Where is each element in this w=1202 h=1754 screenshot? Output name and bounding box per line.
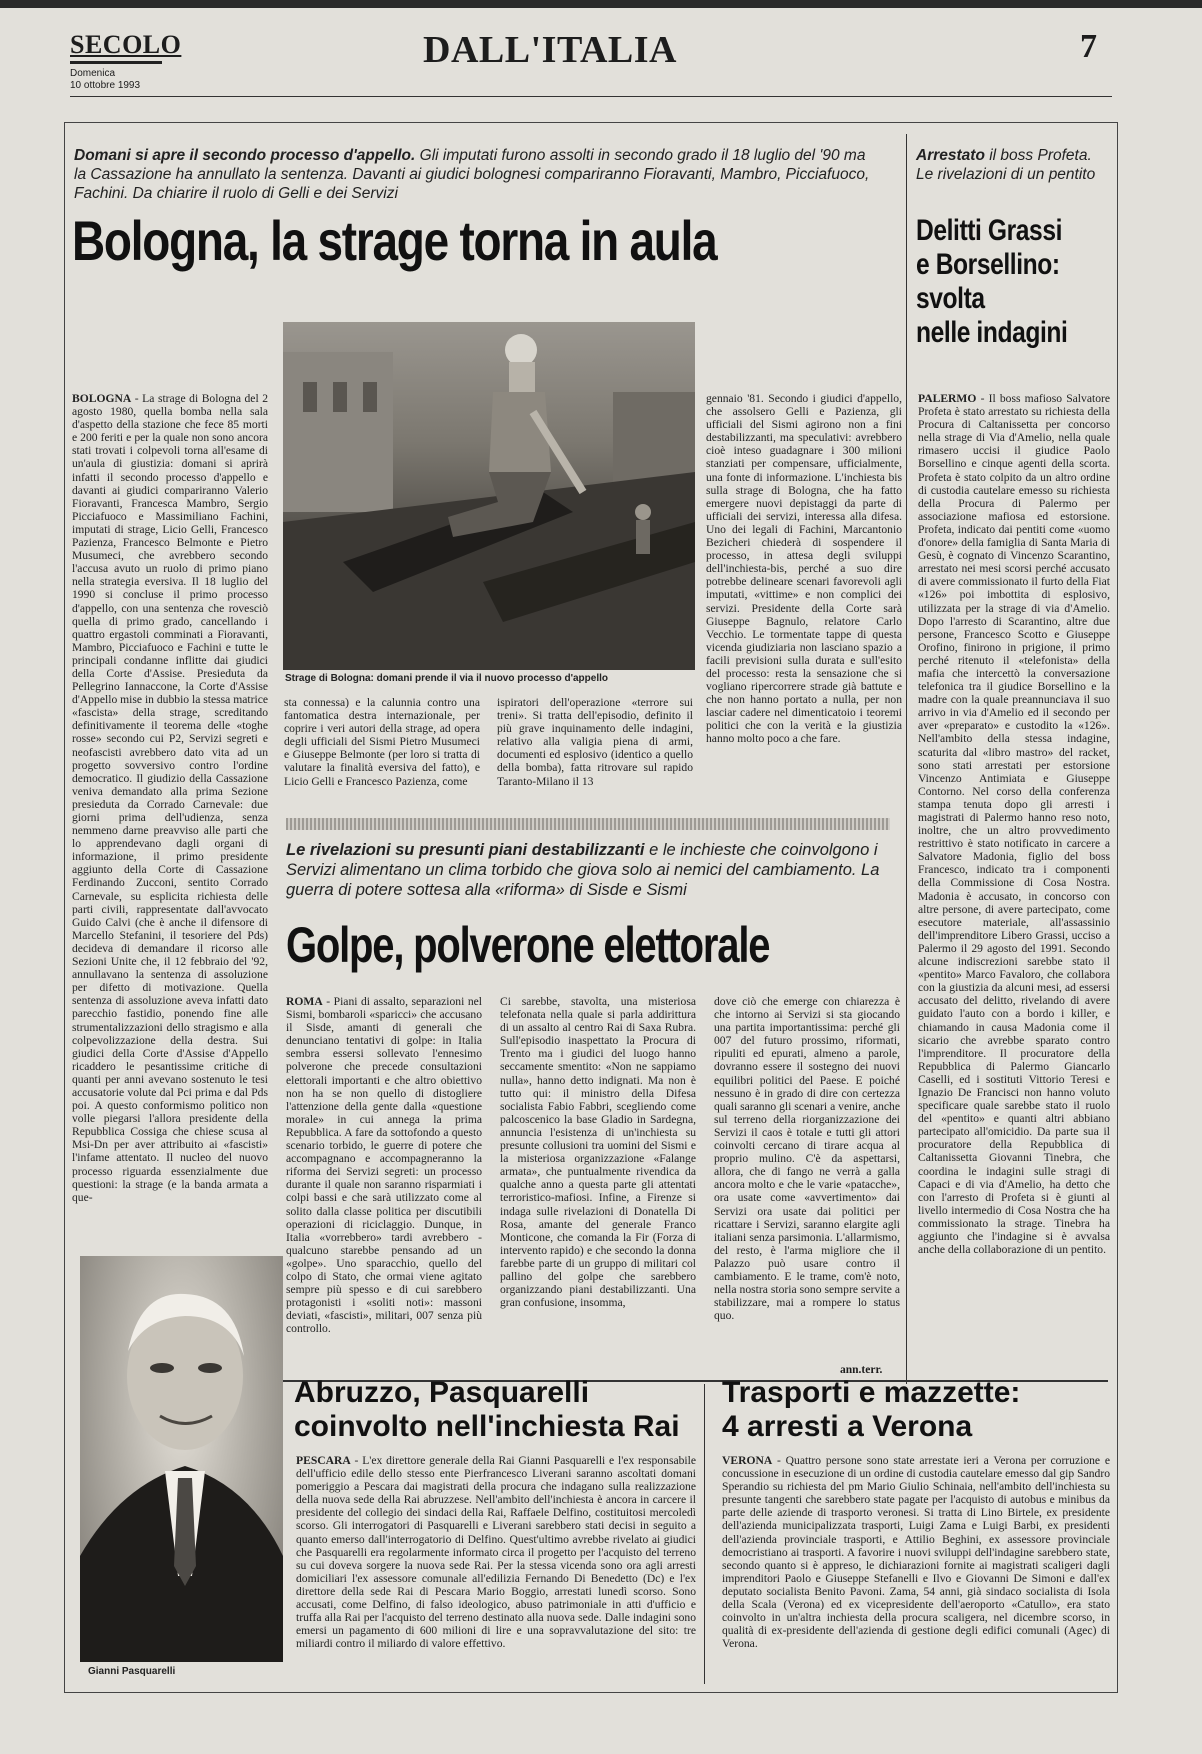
- paper-name: SECOLO: [70, 30, 182, 59]
- issue-date: 10 ottobre 1993: [70, 80, 141, 91]
- mafia-headline-line: svolta: [916, 282, 985, 315]
- paper-name-rule: [70, 61, 162, 64]
- building-window: [303, 382, 317, 412]
- issue-day: Domenica: [70, 68, 116, 79]
- lower-divider: [704, 1384, 705, 1684]
- bologna-photo: [283, 322, 695, 670]
- pasquarelli-photo: [80, 1256, 283, 1662]
- mafia-kicker-text: il boss Profeta. Le rivelazioni di un pentito: [916, 147, 1096, 183]
- bologna-column-1: [72, 392, 268, 1260]
- masthead-rule: [70, 96, 1112, 97]
- golpe-dateline: ROMA: [286, 995, 323, 1008]
- tie: [174, 1478, 196, 1586]
- mafia-body-text: - Il boss mafioso Salvatore Profeta è stato arrestato su richiesta della Procura di Caltanissetta per concorso nella strage di Via d'Amelio, nella quale rimasero uccisi il giudice Paolo Borsellino e cinque agenti della scorta. Profeta è stato colpito da un altro ordine di custodia cautelare emesso su richiesta della Procura di Palermo per associazione mafiosa ed estorsione. Profeta, indicato dai pentiti come «uomo d'onore» della famiglia di Santa Maria di Gesù, è cognato di Vincenzo Scarantino, arrestato nei mesi scorsi perché accusato di avere commissionato il furto della Fiat «126» poi imbottita di esplosivo, utilizzata per la strage di via d'Amelio. Dopo l'arresto di Scarantino, altre due persone, Francesco Scotto e Giuseppe Orofino, finirono in prigione, il primo perché ritenuto il «telefonista» della mafia che intercettò la conversazione telefonica tra il giudice Borsellino e la madre con la quale preannunciava il suo arrivo in via d'Amelio ed il secondo per aver «preparato» e custodito la «126». Nell'ambito della stessa indagine, scaturita dal «libro mastro» del racket, sono stati arrestati per estorsione Vincenzo Antimiata e Giuseppe Contorno. Nel corso della conferenza stampa tenuta dopo gli arresti i magistrati di Palermo hanno reso noto, inoltre, che un altro provvedimento restrittivo è stato notificato in carcere a Salvatore Madonia, figlio del boss Francesco, indicato tra i componenti della Commissione di Cosa Nostra. Madonia è accusato, in concorso con altre persone, di avere partecipato, come esecutore materiale, all'assassinio dell'imprenditore Libero Grassi, ucciso a Palermo il 29 agosto del 1991. Secondo alcune indiscrezioni sarebbe stato il «pentito» Marco Favaloro, che collabora con la giustizia da alcuni mesi, ad essersi accusato del delitto, rivelando di avere guidato l'auto con a bordo i killer, e chiamando in causa Madonia come il sicario che avrebbe sparato contro l'imprenditore. Il procuratore della Repubblica di Palermo Giancarlo Caselli, ed i sostituti Vittorio Teresi e Ignazio De Francisci non hanno voluto specificare quale sarebbe stato il ruolo del «pentito» e quanti altri abbiano partecipato all'omicidio. Da parte sua il procuratore della Repubblica di Caltanissetta Giovanni Tinebra, che coordina le indagini sulle stragi di Capaci e di via d'Amelio, ha detto che con l'arresto di Profeta si è giunti al livello intermedio di Cosa Nostra che ha commissionato la strage. Tinebra ha aggiunto che l'indagine si è avvalsa anche della collaborazione di un pentito.: [918, 392, 1110, 1257]
- verona-headline: [722, 1376, 1118, 1444]
- golpe-column-2: Ci sarebbe, stavolta, una misteriosa telefonata nella quale si parla addirittura di un assalto al centro Rai di Saxa Rubra. Sull'episodio inaspettato la Procura di Trento ma i giudici del luogo hanno seccamente smentito: «Non ne sappiamo nulla», hanno detto indignati. Ma non è tutto qui: il ministro della Difesa socialista Fabio Fabbri, scegliendo come palcoscenico la base Gladio in Sardegna, annuncia l'esistenza di un'inchiesta su presunte collusioni tra uomini del Sismi e la misteriosa organizzazione «Falange armata», che puntualmente rivendica da qualche anno a questa parte gli attentati terroristico-mafiosi. Infine, a Firenze si indaga sulle rivelazioni di Donatella Di Rosa, amante del generale Franco Monticone, che comanda la Fir (Forza di intervento rapido) e che secondo la donna farebbe parte di un gruppo di militari col pallino del golpe che sarebbero organizzando piani destabilizzanti. Una gran confusione, insomma,: [500, 995, 696, 1310]
- rai-headline: [294, 1376, 698, 1444]
- mafia-headline-line: Delitti Grassi: [916, 214, 1063, 247]
- rai-headline-line-1: Abruzzo, Pasquarelli: [294, 1376, 590, 1409]
- mafia-headline: [916, 214, 1116, 350]
- building-window: [333, 382, 347, 412]
- golpe-tint-bar: [286, 818, 890, 830]
- bologna-kicker: [74, 146, 874, 203]
- verona-dateline: VERONA: [722, 1454, 773, 1467]
- mafia-headline-line: e Borsellino:: [916, 248, 1060, 281]
- bologna-headline: Bologna, la strage torna in aula: [72, 209, 717, 272]
- verona-body-text: - Quattro persone sono state arrestate ieri a Verona per corruzione e concussione in esecuzione di un ordine di custodia cautelare emesso dal gip Sandro Sperandio su richiesta del pm Mario Giulio Schinaia, nell'ambito dell'inchiesta su presunte tangenti che sarebbero state pagate per l'acquisto di autobus e minibus da parte delle aziende di trasporto veronesi. Si tratta di Lino Birtele, ex presidente dell'azienda municipalizzata trasporti, Luigi Zama e Luigi Barbi, ex presidenti dell'azienda provinciale trasporti, e Attilio Beghini, ex assessore provinciale democristiano ai trasporti. A favorire i nuovi sviluppi dell'indagine sarebbero state, secondo quanto si è appreso, le dichiarazioni fornite ai magistrati scaligeri dagli imprenditori Paolo e Giuseppe Stefanelli e Ilvo e Giovanni De Simoni e dall'ex deputato socialista Benito Pavoni. Zama, 54 anni, già sindaco socialista di Isola della Scala (Verona) ed ex vicepresidente dell'aeroporto «Catullo», era stato coinvolto in un'altra inchiesta della procura scaligera, nel dicembre scorso, in qualità di ex-presidente dell'azienda di gestione degli edifici comunali (Agec) di Verona.: [722, 1454, 1110, 1651]
- golpe-signature: ann.terr.: [840, 1364, 883, 1376]
- building-window: [363, 382, 377, 412]
- helmet: [505, 334, 537, 366]
- pasquarelli-photo-caption: Gianni Pasquarelli: [88, 1666, 176, 1677]
- verona-body: [722, 1454, 1110, 1686]
- eye: [198, 1363, 222, 1373]
- golpe-kicker-text: e le inchieste che coinvolgono i Servizi alimentano un clima torbido che giova solo ai nemici del cambiamento. La guerra di potere sottesa alla «riforma» di Sisde e Sismi: [286, 841, 880, 899]
- mafia-kicker: [916, 146, 1096, 184]
- section-title: DALL'ITALIA: [423, 29, 677, 71]
- golpe-column-3: dove ciò che emerge con chiarezza è che intorno ai Servizi si sta giocando una partita importantissima: perché gli 007 del futuro prossimo, riformati, ripuliti ed epurati, almeno a parole, dovranno essere il sostegno dei nuovi equilibri politici del Paese. E poiché nessuno è in grado di dire con certezza quali saranno gli scenari a venire, anche sul terreno della riorganizzazione dei Servizi il caos è totale e tutti gli attori coinvolti cercano di tirare acqua al proprio mulino. C'è da aspettarsi, allora, che di fango ne verrà a galla ancora molto e che le varie «patacche», ora usate come «avvertimento» dai Servizi ora usate dai politici per ricattare i Servizi, saranno elargite agli italiani senza parsimonia. L'allarmismo, del resto, è l'arma migliore che il Palazzo può usare contro il cambiamento. E le trame, com'è noto, nella nostra storia sono sempre servite a stabilizzare, mai a rompere lo status quo.: [714, 995, 900, 1323]
- portrait-illustration: [80, 1256, 283, 1662]
- mafia-body: [918, 392, 1110, 1378]
- bologna-column-2: sta connessa) e la calunnia contro una fantomatica destra internazionale, per coprire i veri autori della strage, ad opera degli ufficiali del Sismi Pietro Musumeci e Giuseppe Belmonte (per loro si tratta di valutare la finalità eversiva del fatto), e Licio Gelli e Francesco Pazienza, come: [284, 696, 480, 788]
- bystander: [635, 504, 651, 520]
- station-building: [283, 352, 393, 512]
- scan-edge: [0, 0, 1202, 8]
- mafia-kicker-lead: Arrestato: [916, 147, 985, 164]
- eye: [150, 1363, 174, 1373]
- bologna-dateline: BOLOGNA: [72, 392, 132, 405]
- bystander-body: [636, 520, 650, 554]
- rai-headline-line-2: coinvolto nell'inchiesta Rai: [294, 1410, 680, 1443]
- verona-headline-line-1: Trasporti e mazzette:: [722, 1376, 1021, 1409]
- bologna-column-4: gennaio '81. Secondo i giudici d'appello, che assolsero Gelli e Pazienza, gli ufficiali del Sismi agirono non a fini destabilizzanti, ma speculativi: avrebbero cioè inteso guadagnare i 300 milioni stanziati per compensare, ufficialmente, una fonte di informazione. L'inchiesta bis sulla strage di Bologna, che ha fatto emergere nuovi depistaggi da parte di ufficiali dei servizi, interessa alla difesa. Uno dei legali di Fachini, Marcantonio Bezicheri chiederà di sospendere il processo, in attesa degli sviluppi dell'inchiesta-bis, perché a suo dire potrebbe delineare scenari favorevoli agli imputati, «vittime» e non complici dei servizi. Presidente della Corte sarà Giuseppe Bagnulo, relatore Carlo Vecchio. Le tormentate tappe di questa vicenda giudiziaria non lasciano spazio a facili previsioni sulla durata e sull'esito del processo: resta la sensazione che si vogliano ripercorrere strade già battute e che non hanno portato a nulla, per non lasciar cadere nel dimenticatoio i teoremi politici che con la verità e la giustizia hanno molto poco a che fare.: [706, 392, 902, 746]
- rai-body: [296, 1454, 696, 1686]
- golpe-column-1-text: - Piani di assalto, separazioni nel Sismi, bombaroli «sparicci» che accusano il Sisde, amanti di generali che denunciano tentativi di golpe: in Italia sembra essersi sollevato l'ennesimo polverone che precede consultazioni elettorali importanti e che altro obiettivo non ha se non quello di distogliere l'attenzione della gente dalla «questione morale» in cui annega la prima Repubblica. A fare da sottofondo a questo scenario torbido, le guerre di potere che accompagnano e accompagneranno la riforma dei Servizi segreti: un processo durante il quale non saranno risparmiati i colpi bassi e che sarà utilizzato come al solito dalla classe politica per discutibili operazioni di riciclaggio. Dunque, in Italia «vorrebbero» tardi avrebbero - qualcuno starebbe pensando ad un «golpe». Uno sparacchio, quello del colpo di Stato, che ormai viene agitato sempre più spesso e di cui sarebbero protagonisti i «soliti noti»: massoni deviati, «fascisti», militari, 007 senza più controllo.: [286, 995, 482, 1336]
- golpe-kicker-lead: Le rivelazioni su presunti piani destabilizzanti: [286, 841, 645, 859]
- golpe-column-1: [286, 995, 482, 1389]
- golpe-kicker: [286, 840, 906, 900]
- bologna-kicker-lead: Domani si apre il secondo processo d'appello.: [74, 147, 416, 164]
- column-divider-right: [906, 134, 907, 1384]
- bologna-column-3: ispiratori dell'operazione «terrore sui treni». Si tratta dell'episodio, definito il più grave inquinamento delle indagini, relativo alla valigia piena di armi, documenti ed esplosivo (identico a quello della bomba), fatta ritrovare sul rapido Taranto-Milano il 13: [497, 696, 693, 788]
- verona-headline-line-2: 4 arresti a Verona: [722, 1410, 973, 1443]
- rescue-worker-illustration: [283, 322, 695, 670]
- bologna-photo-caption: Strage di Bologna: domani prende il via il nuovo processo d'appello: [285, 673, 608, 684]
- rai-dateline: PESCARA: [296, 1454, 351, 1467]
- worker-head: [509, 362, 535, 392]
- mafia-headline-line: nelle indagini: [916, 316, 1068, 349]
- mafia-dateline: PALERMO: [918, 392, 977, 405]
- golpe-headline: Golpe, polverone elettorale: [286, 917, 770, 973]
- page-number: 7: [1080, 28, 1097, 65]
- rai-body-text: - L'ex direttore generale della Rai Gianni Pasquarelli e l'ex responsabile dell'ufficio edile dello stesso ente Pierfrancesco Liverani saranno ascoltati domani pomeriggio a Pescara dai magistrati della procura che indagano sulla realizzazione della nuova sede della Rai abruzzese. Nell'ambito dell'inchiesta è ancora in carcere il presidente del collegio dei sindaci della Rai, Raffaele Delfino, costituitosi mercoledì scorso. Gli interrogatori di Pasquarelli e Liverani sarebbero stati decisi in seguito a quanto emerso dall'interrogatorio di Delfino. Quest'ultimo avrebbe rivelato ai giudici che Pasquarelli era regolarmente informato circa il progetto per l'acquisto del terreno su cui doveva sorgere la nuova sede Rai. Per la stessa vicenda sono ora agli arresti domiciliari l'ex assessore comunale all'edilizia Fernando Di Benedetto (Dc) e l'ex direttore della sede Rai di Pescara Mario Boggio, arrestati lunedì scorso. Sono accusati, come Delfino, di falso ideologico, abuso patrimoniale in atti d'ufficio e truffa alla Rai per l'acquisto del terreno destinato alla nuova sede. Dalle indagini sono emersi un pagamento di 600 milioni di lire e una sopravvalutazione del sito: tre miliardi contro il miliardo di valore effettivo.: [296, 1454, 696, 1651]
- bologna-kicker-text: Gli imputati furono assolti in secondo grado il 18 luglio del '90 ma la Cassazione ha annullato la sentenza. Davanti ai giudici bolognesi compariranno Fioravanti, Mambro, Picciafuoco, Fachini. Da chiarire il ruolo di Gelli e dei Servizi: [74, 147, 870, 202]
- bologna-column-1-text: - La strage di Bologna del 2 agosto 1980, quella bomba nella sala d'aspetto della stazione che fece 85 morti e 200 feriti e per la quale non sono ancora stati trovati i colpevoli torna all'esame di un'aula di giustizia: domani si aprirà infatti il secondo processo d'appello e davanti ai giudici compariranno Valerio Fioravanti, Francesca Mambro, Sergio Picciafuoco e Massimiliano Fachini, imputati di strage, Licio Gelli, Francesco Pazienza, Francesco Belmonte e Pietro Musumeci, che avrebbero secondo l'accusa avuto un ruolo di primo piano nella strategia eversiva. Il 18 luglio del 1990 si concluse il primo processo d'appello, con una sentenza che rovesciò quella di primo grado, cancellando i quattro ergastoli comminati a Fioravanti, Mambro, Picciafuoco e Fachini e tutte le principali condanne inflitte dai giudici della Corte d'Assise. Presieduta da Pellegrino Iannaccone, la Corte d'Assise d'Appello mise in dubbio la stessa matrice «fascista» della strage, screditando definitivamente il teorema delle «toghe rosse» secondo cui P2, Servizi segreti e neofascisti avrebbero dato vita ad un progetto sovversivo contro l'ordine democratico. Il giudizio della Cassazione veniva demandato alla prima Sezione presieduta da Corrado Carnevale: due giorni prima dell'udienza, senza nemmeno darne preavviso alle parti che lo apprendevano dagli organi di informazione, il primo presidente aggiunto della Corte di Cassazione Ferdinando Zucconi, sentito Corrado Carnevale, su esplicita richiesta delle parti civili, rappresentate dall'avvocato Guido Calvi (che è anche il difensore di Marcello Stefanini, il tesoriere del Pds) decideva di demandare il ricorso alle Sezioni Unite che, il 12 febbraio del '92, annullavano la sentenza di assoluzione per difetto di motivazione. Quella sentenza di assoluzione aveva infatti dato parecchio fastidio, ponendo fine alle strumentalizzazioni dello stragismo e alla colpevolizzazione della destra. Sui giudici della Corte d'Assise d'Appello ricaddero le pesantissime critiche di quanti per anni avevano sostenuto le tesi accusatorie volute dal Pci prima e dal Pds poi. A questo conformismo politico non volle piegarsi l'allora presidente della Repubblica Cossiga che chiese scusa al Msi-Dn per aver attribuito ai «fascisti» l'infame attentato. Il nucleo del nuovo processo riguarda essenzialmente due questioni: la strage (e la banda armata a que-: [72, 392, 268, 1204]
